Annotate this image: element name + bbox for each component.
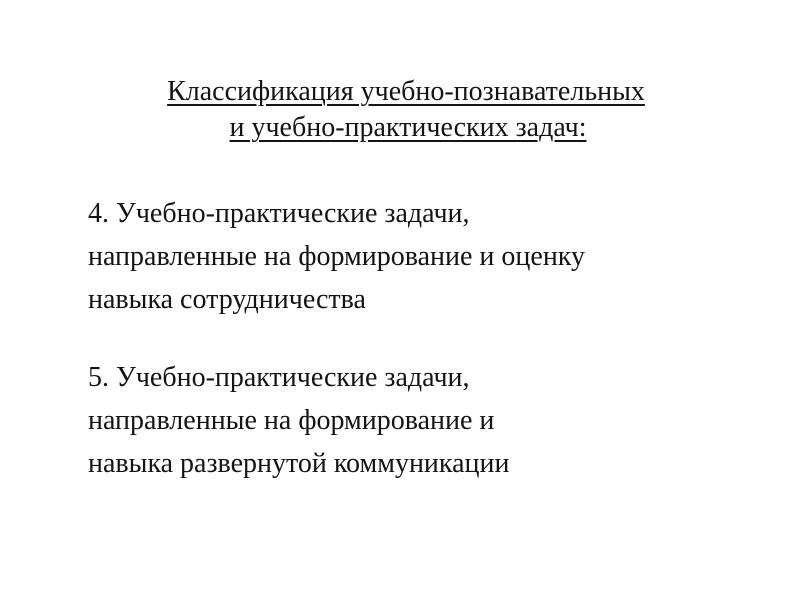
slide-title-line-1 bbox=[6, 78, 800, 106]
item-4-line-1: 4. Учебно-практические задачи, bbox=[88, 198, 470, 229]
slide-title-text-1: Классификация учебно-познавательных bbox=[167, 76, 645, 107]
slide-title-text-2: и учебно-практических задач: bbox=[229, 112, 587, 143]
item-5-line-2: направленные на формирование и bbox=[88, 405, 495, 436]
item-5-line-1: 5. Учебно-практические задачи, bbox=[88, 362, 470, 393]
slide-title-line-2 bbox=[8, 114, 800, 142]
item-4-line-2: направленные на формирование и оценку bbox=[88, 241, 586, 272]
item-5-line-3: навыка развернутой коммуникации bbox=[88, 448, 510, 479]
item-4-line-3: навыка сотрудничества bbox=[88, 284, 366, 315]
